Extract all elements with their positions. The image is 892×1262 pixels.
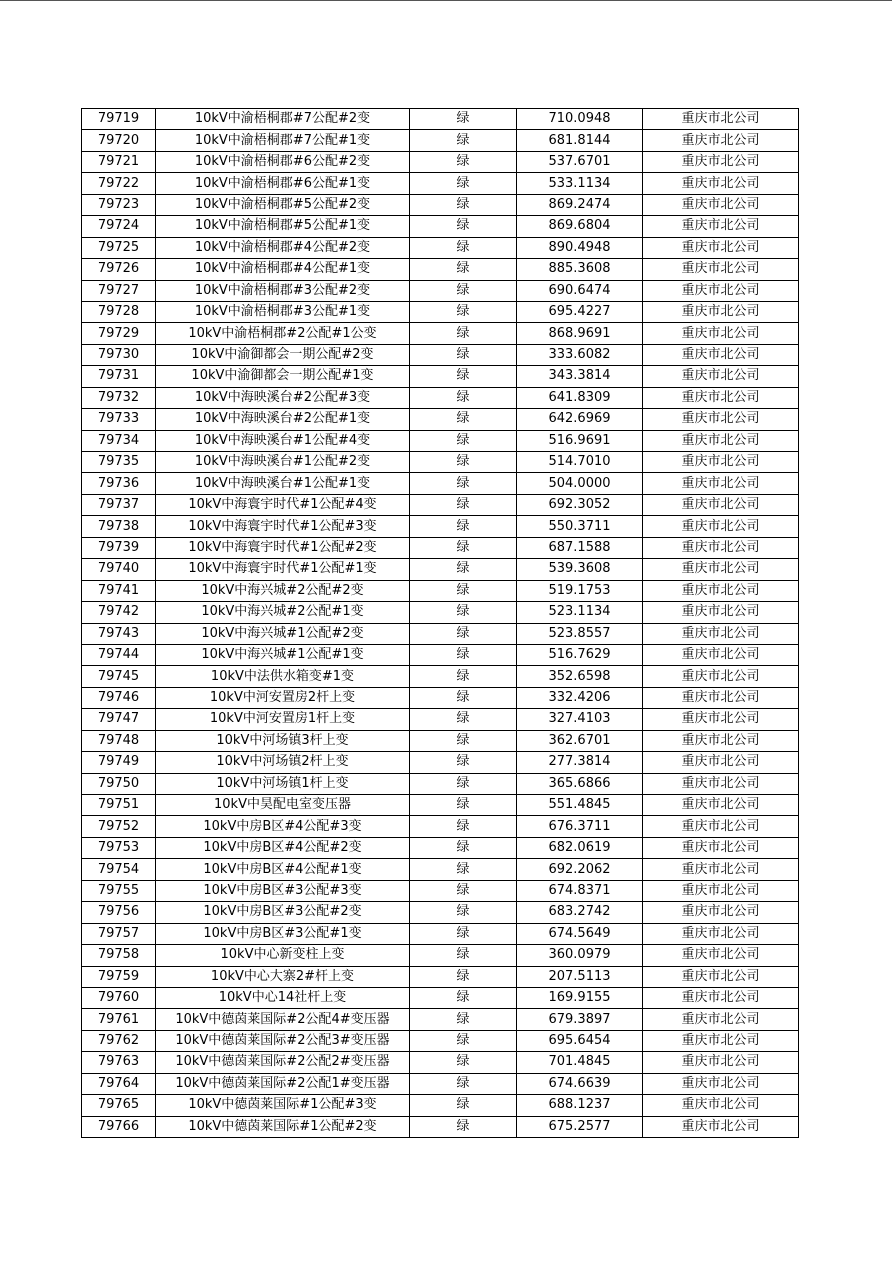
cell-transformer-name: 10kV中海映溪台#2公配#1变 [156, 409, 410, 430]
cell-id: 79724 [82, 216, 156, 237]
cell-company: 重庆市北公司 [643, 216, 799, 237]
cell-id: 79729 [82, 323, 156, 344]
cell-value: 710.0948 [517, 109, 643, 130]
cell-transformer-name: 10kV中渝梧桐郡#5公配#1变 [156, 216, 410, 237]
cell-company: 重庆市北公司 [643, 301, 799, 322]
cell-id: 79726 [82, 259, 156, 280]
cell-id: 79719 [82, 109, 156, 130]
cell-value: 687.1588 [517, 537, 643, 558]
cell-value: 550.3711 [517, 516, 643, 537]
cell-id: 79733 [82, 409, 156, 430]
cell-id: 79765 [82, 1095, 156, 1116]
cell-transformer-name: 10kV中海映溪台#1公配#2变 [156, 452, 410, 473]
table-row [82, 323, 799, 344]
cell-id: 79761 [82, 1009, 156, 1030]
table-row [82, 709, 799, 730]
table-row [82, 173, 799, 194]
cell-id: 79739 [82, 537, 156, 558]
cell-transformer-name: 10kV中河安置房1杆上变 [156, 709, 410, 730]
cell-company: 重庆市北公司 [643, 323, 799, 344]
cell-id: 79742 [82, 602, 156, 623]
cell-status-color: 绿 [410, 666, 517, 687]
cell-value: 514.7010 [517, 452, 643, 473]
cell-value: 516.7629 [517, 644, 643, 665]
cell-status-color: 绿 [410, 537, 517, 558]
cell-company: 重庆市北公司 [643, 473, 799, 494]
cell-value: 504.0000 [517, 473, 643, 494]
cell-company: 重庆市北公司 [643, 987, 799, 1008]
cell-value: 207.5113 [517, 966, 643, 987]
cell-company: 重庆市北公司 [643, 109, 799, 130]
cell-value: 551.4845 [517, 795, 643, 816]
cell-id: 79721 [82, 151, 156, 172]
cell-company: 重庆市北公司 [643, 623, 799, 644]
table-row [82, 623, 799, 644]
cell-value: 690.6474 [517, 280, 643, 301]
cell-id: 79760 [82, 987, 156, 1008]
cell-company: 重庆市北公司 [643, 966, 799, 987]
cell-status-color: 绿 [410, 366, 517, 387]
cell-company: 重庆市北公司 [643, 709, 799, 730]
cell-status-color: 绿 [410, 237, 517, 258]
table-row [82, 430, 799, 451]
cell-value: 362.6701 [517, 730, 643, 751]
cell-id: 79732 [82, 387, 156, 408]
cell-status-color: 绿 [410, 816, 517, 837]
table-body [82, 109, 799, 1138]
cell-status-color: 绿 [410, 709, 517, 730]
cell-status-color: 绿 [410, 580, 517, 601]
cell-transformer-name: 10kV中河场镇2杆上变 [156, 752, 410, 773]
cell-transformer-name: 10kV中渝梧桐郡#6公配#1变 [156, 173, 410, 194]
cell-id: 79737 [82, 494, 156, 515]
table-row [82, 902, 799, 923]
cell-id: 79746 [82, 687, 156, 708]
cell-status-color: 绿 [410, 730, 517, 751]
cell-transformer-name: 10kV中德茵莱国际#1公配#2变 [156, 1116, 410, 1137]
table-row [82, 387, 799, 408]
cell-value: 519.1753 [517, 580, 643, 601]
cell-company: 重庆市北公司 [643, 516, 799, 537]
cell-transformer-name: 10kV中渝御都会一期公配#1变 [156, 366, 410, 387]
table-row [82, 580, 799, 601]
cell-company: 重庆市北公司 [643, 837, 799, 858]
cell-company: 重庆市北公司 [643, 173, 799, 194]
cell-id: 79764 [82, 1073, 156, 1094]
cell-transformer-name: 10kV中河安置房2杆上变 [156, 687, 410, 708]
cell-company: 重庆市北公司 [643, 602, 799, 623]
cell-status-color: 绿 [410, 837, 517, 858]
cell-value: 688.1237 [517, 1095, 643, 1116]
table-row [82, 966, 799, 987]
table-row [82, 730, 799, 751]
cell-company: 重庆市北公司 [643, 923, 799, 944]
cell-status-color: 绿 [410, 644, 517, 665]
cell-transformer-name: 10kV中房B区#4公配#3变 [156, 816, 410, 837]
table-row [82, 1073, 799, 1094]
table-row [82, 923, 799, 944]
cell-transformer-name: 10kV中房B区#3公配#2变 [156, 902, 410, 923]
cell-company: 重庆市北公司 [643, 880, 799, 901]
cell-id: 79755 [82, 880, 156, 901]
cell-status-color: 绿 [410, 344, 517, 365]
cell-transformer-name: 10kV中海寰宇时代#1公配#3变 [156, 516, 410, 537]
cell-transformer-name: 10kV中德茵莱国际#2公配3#变压器 [156, 1030, 410, 1051]
cell-status-color: 绿 [410, 795, 517, 816]
cell-company: 重庆市北公司 [643, 752, 799, 773]
cell-value: 352.6598 [517, 666, 643, 687]
table-row [82, 1052, 799, 1073]
cell-value: 675.2577 [517, 1116, 643, 1137]
cell-transformer-name: 10kV中海映溪台#2公配#3变 [156, 387, 410, 408]
cell-status-color: 绿 [410, 151, 517, 172]
cell-company: 重庆市北公司 [643, 816, 799, 837]
cell-id: 79757 [82, 923, 156, 944]
cell-id: 79743 [82, 623, 156, 644]
cell-id: 79727 [82, 280, 156, 301]
cell-transformer-name: 10kV中德茵莱国际#2公配4#变压器 [156, 1009, 410, 1030]
table-row [82, 795, 799, 816]
cell-status-color: 绿 [410, 1095, 517, 1116]
cell-status-color: 绿 [410, 923, 517, 944]
cell-value: 683.2742 [517, 902, 643, 923]
cell-company: 重庆市北公司 [643, 859, 799, 880]
cell-company: 重庆市北公司 [643, 430, 799, 451]
cell-transformer-name: 10kV中海映溪台#1公配#1变 [156, 473, 410, 494]
table-row [82, 237, 799, 258]
table-row [82, 216, 799, 237]
cell-company: 重庆市北公司 [643, 644, 799, 665]
table-row [82, 1095, 799, 1116]
cell-company: 重庆市北公司 [643, 902, 799, 923]
cell-transformer-name: 10kV中渝梧桐郡#7公配#1变 [156, 130, 410, 151]
cell-id: 79723 [82, 194, 156, 215]
cell-value: 533.1134 [517, 173, 643, 194]
cell-transformer-name: 10kV中渝梧桐郡#3公配#2变 [156, 280, 410, 301]
cell-value: 869.2474 [517, 194, 643, 215]
table-row [82, 452, 799, 473]
cell-value: 674.8371 [517, 880, 643, 901]
cell-company: 重庆市北公司 [643, 687, 799, 708]
cell-status-color: 绿 [410, 409, 517, 430]
data-table [81, 108, 799, 1138]
cell-value: 695.4227 [517, 301, 643, 322]
cell-id: 79725 [82, 237, 156, 258]
cell-status-color: 绿 [410, 559, 517, 580]
cell-company: 重庆市北公司 [643, 494, 799, 515]
cell-status-color: 绿 [410, 880, 517, 901]
cell-transformer-name: 10kV中德茵莱国际#2公配2#变压器 [156, 1052, 410, 1073]
cell-value: 885.3608 [517, 259, 643, 280]
cell-value: 523.8557 [517, 623, 643, 644]
cell-company: 重庆市北公司 [643, 795, 799, 816]
cell-id: 79745 [82, 666, 156, 687]
cell-company: 重庆市北公司 [643, 452, 799, 473]
cell-transformer-name: 10kV中海寰宇时代#1公配#4变 [156, 494, 410, 515]
table-row [82, 194, 799, 215]
cell-status-color: 绿 [410, 987, 517, 1008]
cell-transformer-name: 10kV中河场镇3杆上变 [156, 730, 410, 751]
page-top-border [0, 0, 892, 1]
cell-id: 79763 [82, 1052, 156, 1073]
cell-value: 868.9691 [517, 323, 643, 344]
cell-transformer-name: 10kV中渝梧桐郡#7公配#2变 [156, 109, 410, 130]
cell-transformer-name: 10kV中渝梧桐郡#6公配#2变 [156, 151, 410, 172]
cell-value: 641.8309 [517, 387, 643, 408]
table-row [82, 687, 799, 708]
cell-value: 523.1134 [517, 602, 643, 623]
cell-transformer-name: 10kV中渝御都会一期公配#2变 [156, 344, 410, 365]
cell-id: 79720 [82, 130, 156, 151]
table-row [82, 151, 799, 172]
cell-id: 79754 [82, 859, 156, 880]
cell-company: 重庆市北公司 [643, 1009, 799, 1030]
cell-value: 674.6639 [517, 1073, 643, 1094]
cell-value: 169.9155 [517, 987, 643, 1008]
cell-value: 642.6969 [517, 409, 643, 430]
cell-transformer-name: 10kV中渝梧桐郡#5公配#2变 [156, 194, 410, 215]
cell-status-color: 绿 [410, 1009, 517, 1030]
cell-id: 79735 [82, 452, 156, 473]
cell-company: 重庆市北公司 [643, 537, 799, 558]
cell-id: 79762 [82, 1030, 156, 1051]
cell-transformer-name: 10kV中昊配电室变压器 [156, 795, 410, 816]
cell-company: 重庆市北公司 [643, 1030, 799, 1051]
cell-status-color: 绿 [410, 280, 517, 301]
cell-company: 重庆市北公司 [643, 387, 799, 408]
cell-company: 重庆市北公司 [643, 237, 799, 258]
table-row [82, 130, 799, 151]
cell-value: 676.3711 [517, 816, 643, 837]
cell-transformer-name: 10kV中房B区#3公配#3变 [156, 880, 410, 901]
cell-value: 327.4103 [517, 709, 643, 730]
cell-transformer-name: 10kV中渝梧桐郡#3公配#1变 [156, 301, 410, 322]
cell-status-color: 绿 [410, 216, 517, 237]
table-row [82, 259, 799, 280]
table-row [82, 494, 799, 515]
cell-company: 重庆市北公司 [643, 1073, 799, 1094]
cell-id: 79744 [82, 644, 156, 665]
cell-transformer-name: 10kV中海寰宇时代#1公配#1变 [156, 559, 410, 580]
table-row [82, 366, 799, 387]
cell-transformer-name: 10kV中心新变柱上变 [156, 945, 410, 966]
cell-id: 79753 [82, 837, 156, 858]
table-row [82, 109, 799, 130]
table-row [82, 344, 799, 365]
table-row [82, 987, 799, 1008]
cell-status-color: 绿 [410, 109, 517, 130]
cell-transformer-name: 10kV中海兴城#2公配#2变 [156, 580, 410, 601]
cell-status-color: 绿 [410, 1116, 517, 1137]
cell-id: 79751 [82, 795, 156, 816]
cell-id: 79728 [82, 301, 156, 322]
cell-value: 682.0619 [517, 837, 643, 858]
table-row [82, 837, 799, 858]
cell-id: 79731 [82, 366, 156, 387]
cell-value: 890.4948 [517, 237, 643, 258]
cell-transformer-name: 10kV中海兴城#2公配#1变 [156, 602, 410, 623]
cell-status-color: 绿 [410, 687, 517, 708]
cell-company: 重庆市北公司 [643, 666, 799, 687]
cell-value: 537.6701 [517, 151, 643, 172]
cell-status-color: 绿 [410, 259, 517, 280]
cell-transformer-name: 10kV中房B区#4公配#2变 [156, 837, 410, 858]
cell-transformer-name: 10kV中渝梧桐郡#4公配#2变 [156, 237, 410, 258]
cell-company: 重庆市北公司 [643, 1116, 799, 1137]
cell-transformer-name: 10kV中海寰宇时代#1公配#2变 [156, 537, 410, 558]
cell-transformer-name: 10kV中法供水箱变#1变 [156, 666, 410, 687]
cell-status-color: 绿 [410, 902, 517, 923]
cell-transformer-name: 10kV中河场镇1杆上变 [156, 773, 410, 794]
cell-company: 重庆市北公司 [643, 409, 799, 430]
cell-id: 79766 [82, 1116, 156, 1137]
cell-id: 79738 [82, 516, 156, 537]
table-row [82, 1116, 799, 1137]
cell-value: 679.3897 [517, 1009, 643, 1030]
cell-company: 重庆市北公司 [643, 1095, 799, 1116]
cell-status-color: 绿 [410, 473, 517, 494]
table-row [82, 880, 799, 901]
cell-company: 重庆市北公司 [643, 559, 799, 580]
table-row [82, 409, 799, 430]
table-row [82, 773, 799, 794]
cell-value: 701.4845 [517, 1052, 643, 1073]
cell-company: 重庆市北公司 [643, 151, 799, 172]
cell-status-color: 绿 [410, 323, 517, 344]
cell-status-color: 绿 [410, 301, 517, 322]
table-row [82, 945, 799, 966]
cell-company: 重庆市北公司 [643, 194, 799, 215]
cell-transformer-name: 10kV中房B区#4公配#1变 [156, 859, 410, 880]
table-row [82, 301, 799, 322]
cell-transformer-name: 10kV中海兴城#1公配#1变 [156, 644, 410, 665]
cell-id: 79749 [82, 752, 156, 773]
cell-company: 重庆市北公司 [643, 130, 799, 151]
table-row [82, 537, 799, 558]
cell-id: 79752 [82, 816, 156, 837]
cell-id: 79759 [82, 966, 156, 987]
cell-status-color: 绿 [410, 194, 517, 215]
cell-company: 重庆市北公司 [643, 730, 799, 751]
cell-status-color: 绿 [410, 387, 517, 408]
cell-transformer-name: 10kV中德茵莱国际#2公配1#变压器 [156, 1073, 410, 1094]
cell-value: 277.3814 [517, 752, 643, 773]
cell-company: 重庆市北公司 [643, 366, 799, 387]
table-row [82, 666, 799, 687]
cell-status-color: 绿 [410, 773, 517, 794]
cell-id: 79741 [82, 580, 156, 601]
table-row [82, 644, 799, 665]
cell-value: 333.6082 [517, 344, 643, 365]
cell-value: 692.2062 [517, 859, 643, 880]
cell-id: 79730 [82, 344, 156, 365]
cell-value: 516.9691 [517, 430, 643, 451]
cell-status-color: 绿 [410, 752, 517, 773]
cell-value: 695.6454 [517, 1030, 643, 1051]
cell-status-color: 绿 [410, 966, 517, 987]
table-row [82, 816, 799, 837]
cell-company: 重庆市北公司 [643, 280, 799, 301]
table-row [82, 1030, 799, 1051]
cell-transformer-name: 10kV中海映溪台#1公配#4变 [156, 430, 410, 451]
cell-value: 692.3052 [517, 494, 643, 515]
cell-status-color: 绿 [410, 1073, 517, 1094]
cell-status-color: 绿 [410, 1052, 517, 1073]
cell-status-color: 绿 [410, 130, 517, 151]
cell-transformer-name: 10kV中德茵莱国际#1公配#3变 [156, 1095, 410, 1116]
cell-company: 重庆市北公司 [643, 945, 799, 966]
cell-status-color: 绿 [410, 494, 517, 515]
table-row [82, 516, 799, 537]
cell-value: 360.0979 [517, 945, 643, 966]
cell-status-color: 绿 [410, 602, 517, 623]
cell-transformer-name: 10kV中心14社杆上变 [156, 987, 410, 1008]
cell-id: 79756 [82, 902, 156, 923]
table-row [82, 559, 799, 580]
cell-id: 79740 [82, 559, 156, 580]
cell-transformer-name: 10kV中房B区#3公配#1变 [156, 923, 410, 944]
cell-company: 重庆市北公司 [643, 1052, 799, 1073]
cell-status-color: 绿 [410, 623, 517, 644]
cell-status-color: 绿 [410, 859, 517, 880]
cell-status-color: 绿 [410, 945, 517, 966]
cell-status-color: 绿 [410, 1030, 517, 1051]
cell-value: 681.8144 [517, 130, 643, 151]
table-row [82, 1009, 799, 1030]
table-row [82, 473, 799, 494]
cell-id: 79736 [82, 473, 156, 494]
cell-value: 365.6866 [517, 773, 643, 794]
cell-company: 重庆市北公司 [643, 344, 799, 365]
cell-value: 674.5649 [517, 923, 643, 944]
cell-id: 79750 [82, 773, 156, 794]
cell-id: 79758 [82, 945, 156, 966]
cell-transformer-name: 10kV中渝梧桐郡#2公配#1公变 [156, 323, 410, 344]
cell-company: 重庆市北公司 [643, 259, 799, 280]
cell-transformer-name: 10kV中渝梧桐郡#4公配#1变 [156, 259, 410, 280]
cell-company: 重庆市北公司 [643, 580, 799, 601]
cell-value: 539.3608 [517, 559, 643, 580]
table-row [82, 602, 799, 623]
cell-id: 79748 [82, 730, 156, 751]
cell-status-color: 绿 [410, 516, 517, 537]
cell-id: 79722 [82, 173, 156, 194]
cell-status-color: 绿 [410, 430, 517, 451]
cell-value: 343.3814 [517, 366, 643, 387]
cell-status-color: 绿 [410, 452, 517, 473]
table-row [82, 280, 799, 301]
cell-company: 重庆市北公司 [643, 773, 799, 794]
table-row [82, 752, 799, 773]
cell-transformer-name: 10kV中海兴城#1公配#2变 [156, 623, 410, 644]
cell-value: 332.4206 [517, 687, 643, 708]
cell-status-color: 绿 [410, 173, 517, 194]
cell-transformer-name: 10kV中心大寨2#杆上变 [156, 966, 410, 987]
cell-value: 869.6804 [517, 216, 643, 237]
cell-id: 79747 [82, 709, 156, 730]
cell-id: 79734 [82, 430, 156, 451]
table-row [82, 859, 799, 880]
